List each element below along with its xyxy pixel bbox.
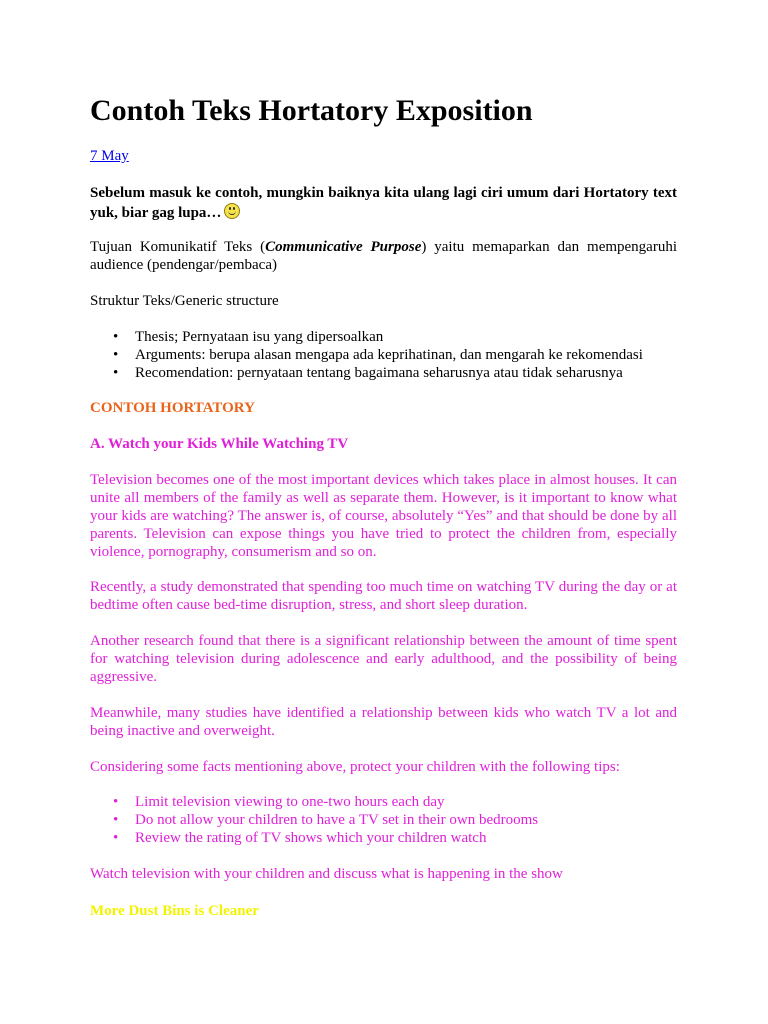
list-item: [90, 829, 690, 847]
tip-item-1: Limit television viewing to one-two hours each day: [135, 794, 445, 810]
bullet-icon: •: [113, 812, 119, 828]
example-paragraph-4: Meanwhile, many studies have identified a relationship between kids who watch TV a lot and being inactive and overweight.: [90, 705, 677, 739]
closing-paragraph: Watch television with your children and discuss what is happening in the show: [90, 866, 563, 882]
purpose-paragraph: [90, 238, 677, 274]
bullet-icon: •: [113, 329, 119, 345]
list-item: [90, 328, 690, 346]
list-item: [90, 811, 690, 829]
example-paragraph-2: Recently, a study demonstrated that spending too much time on watching TV during the day or at bedtime often cause bed-time disruption, stress, and short sleep duration.: [90, 579, 677, 613]
structure-item-thesis: Thesis; Pernyataan isu yang dipersoalkan: [135, 329, 384, 345]
tips-list: [90, 793, 690, 847]
intro-paragraph: [90, 184, 677, 222]
date-link[interactable]: 7 May: [90, 148, 129, 164]
purpose-after: ) yaitu memaparkan dan mempengaruhi audience (pendengar/pembaca): [90, 239, 677, 273]
example-a-heading: A. Watch your Kids While Watching TV: [90, 436, 349, 452]
page-title: Contoh Teks Hortatory Exposition: [90, 94, 533, 127]
example-paragraph-5: Considering some facts mentioning above, protect your children with the following tips:: [90, 759, 620, 775]
bullet-icon: •: [113, 365, 119, 381]
structure-item-arguments: Arguments: berupa alasan mengapa ada keprihatinan, dan mengarah ke rekomendasi: [135, 347, 643, 363]
list-item: [90, 793, 690, 811]
structure-list: [90, 328, 690, 382]
purpose-before: Tujuan Komunikatif Teks (: [90, 239, 266, 255]
purpose-emphasis: Communicative Purpose: [265, 239, 422, 255]
list-item: [90, 364, 690, 382]
list-item: [90, 346, 690, 364]
section-heading: CONTOH HORTATORY: [90, 400, 255, 416]
example-paragraph-3: Another research found that there is a significant relationship between the amount of time spent for watching television during adolescence and early adulthood, and the possibility of being aggressive.: [90, 633, 677, 685]
next-example-heading: More Dust Bins is Cleaner: [90, 903, 259, 919]
bullet-icon: •: [113, 830, 119, 846]
bullet-icon: •: [113, 347, 119, 363]
smiley-icon: [224, 203, 240, 219]
intro-text: Sebelum masuk ke contoh, mungkin baiknya kita ulang lagi ciri umum dari Hortatory text yuk, biar gag lupa…: [90, 185, 677, 221]
bullet-icon: •: [113, 794, 119, 810]
structure-item-recommendation: Recomendation: pernyataan tentang bagaimana seharusnya atau tidak seharusnya: [135, 365, 623, 381]
example-paragraph-1: Television becomes one of the most important devices which takes place in almost houses. It can unite all members of the family as well as separate them. However, is it important to know what your kids are watching? The answer is, of course, absolutely “Yes” and that should be done by all parents. Television can expose things you have tried to protect the children from, especially violence, pornography, consumerism and so on.: [90, 472, 677, 560]
structure-heading: Struktur Teks/Generic structure: [90, 293, 279, 309]
tip-item-2: Do not allow your children to have a TV set in their own bedrooms: [135, 812, 539, 828]
tip-item-3: Review the rating of TV shows which your children watch: [135, 830, 487, 846]
